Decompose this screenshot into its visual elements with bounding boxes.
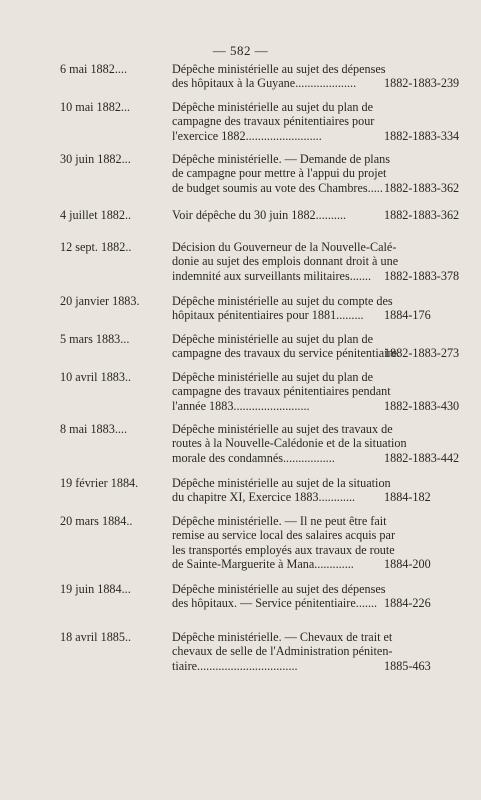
entry-reference: 1882-1883-273 [384,346,460,361]
entry-line: Dépêche ministérielle au sujet de la situation [172,476,391,490]
entry-reference: 1882-1883-362 [384,180,460,195]
entry-line: Dépêche ministérielle au sujet des dépenses [172,62,386,76]
entry-line: donie au sujet des emplois donnant droit à une [172,254,399,269]
entry-reference: 1884-176 [384,308,431,323]
entry-line: remise au service local des salaires acquis par [172,528,395,543]
entry-reference: 1882-1883-430 [384,398,460,413]
entry-line: campagne des travaux du service pénitentiaire. [172,346,401,361]
entry-reference: 1882-1883-442 [384,450,460,465]
entry-line: des hôpitaux à la Guyane.................... [172,76,357,91]
entry-line: morale des condamnés................. [172,450,335,465]
entry-date: 8 mai 1883.... [60,422,128,436]
entry-text [172,422,407,465]
entry-reference: 1882-1883-334 [384,128,460,143]
entry-date: 19 février 1884. [60,476,139,490]
entry-line: l'année 1883......................... [172,398,310,413]
entry-reference: 1884-182 [384,490,431,505]
entry-line: chevaux de selle de l'Administration péniten- [172,644,393,659]
entry-date: 20 janvier 1883. [60,294,140,308]
entry-line: de campagne pour mettre à l'appui du projet [172,166,387,181]
entry-text [172,62,386,91]
entry-text [172,476,391,505]
entry-line: de budget soumis au vote des Chambres..... [172,180,383,195]
entry-date: 18 avril 1885.. [60,630,132,644]
entry-text [172,294,393,323]
entry-text [172,100,375,143]
entry-text [172,370,391,413]
entry-date: 30 juin 1882... [60,152,131,166]
entry-date: 19 juin 1884... [60,582,131,596]
entry-reference: 1884-200 [384,557,431,572]
entry-date: 12 sept. 1882.. [60,240,132,254]
entry-line: campagne des travaux pénitentiaires pour [172,114,375,129]
entry-text [172,582,386,611]
entry-date: 4 juillet 1882.. [60,208,132,222]
entry-line: de Sainte-Marguerite à Mana............. [172,557,354,572]
entry-line: Dépêche ministérielle au sujet du plan de [172,332,374,346]
entry-line: Dépêche ministérielle au sujet du compte des [172,294,393,308]
entry-date: 20 mars 1884.. [60,514,133,528]
entry-line: tiaire................................. [172,658,298,673]
entry-line: les transportés employés aux travaux de route [172,542,395,557]
entry-text [172,152,390,195]
entry-date: 10 avril 1883.. [60,370,132,384]
entry-text [172,332,401,361]
entry-line: Dépêche ministérielle au sujet des dépenses [172,582,386,596]
entry-reference: 1884-226 [384,596,431,611]
entry-line: Dépêche ministérielle. — Chevaux de trait et [172,630,393,644]
entry-line: Décision du Gouverneur de la Nouvelle-Calé- [172,240,397,254]
entry-date: 5 mars 1883... [60,332,130,346]
entry-line: du chapitre XI, Exercice 1883............ [172,490,356,505]
entry-reference: 1882-1883-378 [384,268,460,283]
entry-text [172,630,393,673]
entry-line: routes à la Nouvelle-Calédonie et de la situation [172,436,407,451]
entry-line: Voir dépêche du 30 juin 1882.......... [172,208,347,222]
entry-line: des hôpitaux. — Service pénitentiaire....... [172,596,378,611]
entry-reference: 1885-463 [384,658,431,673]
entry-line: Dépêche ministérielle. — Demande de plans [172,152,390,166]
entry-reference: 1882-1883-362 [384,208,460,222]
entry-line: campagne des travaux pénitentiaires pendant [172,384,391,399]
page-number: — 582 — [212,43,269,58]
entry-date: 10 mai 1882... [60,100,131,114]
entry-line: Dépêche ministérielle au sujet des travaux de [172,422,393,436]
entry-line: hôpitaux pénitentiaires pour 1881......... [172,308,364,323]
entry-line: l'exercice 1882......................... [172,128,322,143]
entry-line: Dépêche ministérielle. — Il ne peut être fait [172,514,387,528]
entry-text [172,208,375,222]
entry-text [172,514,395,572]
entry-line: Dépêche ministérielle au sujet du plan de [172,370,374,384]
entry-line: Dépêche ministérielle au sujet du plan de [172,100,374,114]
entry-line: indemnité aux surveillants militaires....... [172,268,372,283]
entry-text [172,240,399,283]
entry-reference: 1882-1883-239 [384,76,460,91]
entry-date: 6 mai 1882.... [60,62,128,76]
